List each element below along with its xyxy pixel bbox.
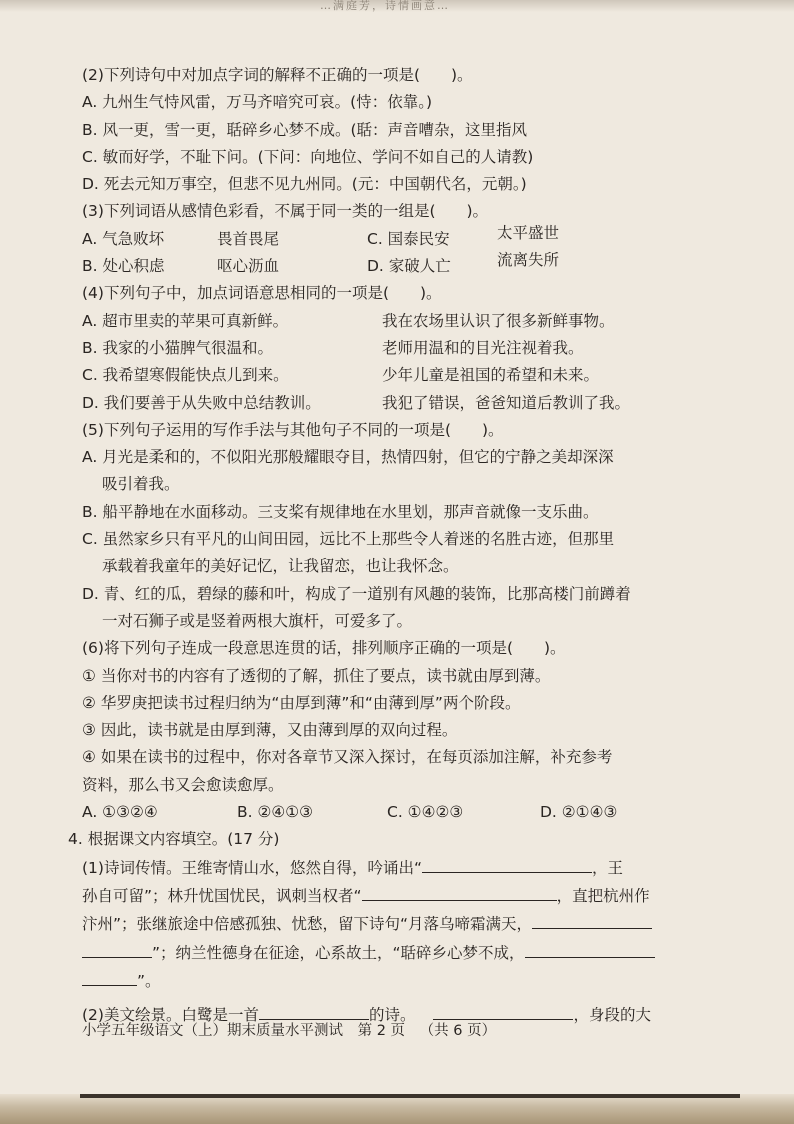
fill-in-line-2-tail: ，直把杭州作 [556, 886, 650, 905]
fill-in-part-1 [82, 854, 722, 995]
question-2 [82, 62, 722, 198]
footer-page-total: （共 6 页） [419, 1023, 497, 1039]
fill-in-line-1-text: (1)诗词传情。王维寄情山水，悠然自得，吟诵出“ [82, 858, 422, 877]
page-footer [82, 1019, 722, 1040]
question-6-choice-b: B. ②④①③ [237, 803, 314, 822]
question-4-stem: (4)下列句子中，加点词语意思相同的一项是( )。 [82, 284, 442, 303]
question-3-row-1 [82, 223, 722, 253]
question-4-row-d [82, 390, 722, 417]
question-4-row-b [82, 335, 722, 362]
question-2-option-c: C. 敏而好学，不耻下问。(下问：向地位、学问不如自己的人请教) [82, 147, 534, 166]
question-3-stem: (3)下列词语从感情色彩看，不属于同一类的一组是( )。 [82, 202, 489, 221]
question-6-sentence-2: ② 华罗庚把读书过程归纳为“由厚到薄”和“由薄到厚”两个阶段。 [82, 693, 521, 712]
question-6-choice-a: A. ①③②④ [82, 803, 158, 822]
top-edge-strip [0, 0, 794, 12]
question-5-line-1: A. 月光是柔和的，不似阳光那般耀眼夺目，热情四射，但它的宁静之美却深深 [82, 448, 614, 467]
question-2-option-d: D. 死去元知万事空，但悲不见九州同。(元：中国朝代名，元朝。) [82, 175, 527, 194]
bottom-edge-bar [0, 1094, 794, 1124]
question-6-choice-d: D. ②①④③ [540, 803, 618, 822]
fill-in-blank-5[interactable] [259, 1001, 369, 1020]
question-6-stem: (6)将下列句子连成一段意思连贯的话，排列顺序正确的一项是( )。 [82, 639, 566, 658]
question-5-stem: (5)下列句子运用的写作手法与其他句子不同的一项是( )。 [82, 420, 504, 439]
question-5-line-2: 吸引着我。 [102, 475, 180, 494]
fill-in-blank-3-cont[interactable] [82, 939, 152, 958]
footer-page-number: 第 2 页 [357, 1023, 406, 1039]
question-5-line-6: D. 青、红的瓜，碧绿的藤和叶，构成了一道别有风趣的装饰，比那高楼门前蹲着 [82, 584, 631, 603]
bottom-rule [80, 1094, 740, 1098]
question-2-option-a: A. 九州生气恃风雷，万马齐喑究可哀。(恃：依靠。) [82, 93, 433, 112]
question-3-option-a: A. 气急败坏 [82, 229, 165, 248]
question-3-option-a-word2: 畏首畏尾 [217, 229, 280, 248]
fill-in-blank-2[interactable] [362, 882, 557, 901]
fill-in-p2-text-1: (2)美文绘景。白鹭是一首 [82, 1006, 259, 1025]
question-6-choice-c: C. ①④②③ [387, 803, 464, 822]
question-3-row-2 [82, 253, 722, 280]
question-5-line-4: C. 虽然家乡只有平凡的山间田园，远比不上那些令人着迷的名胜古迹，但那里 [82, 530, 615, 549]
question-2-stem: (2)下列诗句中对加点字词的解释不正确的一项是( )。 [82, 66, 473, 84]
question-3-option-b: B. 处心积虑 [82, 257, 165, 276]
exam-content [68, 62, 722, 1029]
question-fill-in [68, 826, 722, 853]
fill-in-blank-6[interactable] [433, 1001, 573, 1020]
question-6-sentence-1: ① 当你对书的内容有了透彻的了解，抓住了要点，读书就由厚到薄。 [82, 666, 551, 685]
fill-in-blank-3[interactable] [532, 910, 652, 929]
question-5-line-5: 承载着我童年的美好记忆，让我留恋，也让我怀念。 [102, 557, 459, 576]
question-5-line-7: 一对石狮子或是竖着两根大旗杆，可爱多了。 [102, 611, 413, 630]
question-6-choices [82, 799, 722, 826]
question-6-sentence-4: ④ 如果在读书的过程中，你对各章节又深入探讨，在每页添加注解，补充参考 [82, 748, 613, 767]
question-6-sentence-3: ③ 因此，读书就是由厚到薄，又由薄到厚的双向过程。 [82, 721, 458, 740]
fill-in-line-4 [82, 939, 722, 967]
question-4-option-b-right: 老师用温和的目光注视着我。 [382, 338, 584, 357]
top-strip-text: …满庭芳，诗情画意… [320, 0, 450, 12]
question-4-option-c-right: 少年儿童是祖国的希望和未来。 [382, 366, 600, 385]
question-4-option-c-left: C. 我希望寒假能快点儿到来。 [82, 366, 289, 385]
fill-in-p2-text-2: 的诗。 [368, 1006, 416, 1025]
question-3-option-d: D. 家破人亡 [367, 257, 451, 276]
question-4-option-a-left: A. 超市里卖的苹果可真新鲜。 [82, 311, 289, 330]
question-4-option-d-left: D. 我们要善于从失败中总结教训。 [82, 393, 321, 412]
question-4-row-a [82, 308, 722, 335]
question-3-option-d-word2: 流离失所 [497, 251, 560, 270]
fill-in-blank-4[interactable] [525, 939, 655, 958]
fill-in-stem: 4. 根据课文内容填空。(17 分) [68, 830, 280, 849]
fill-in-line-1 [82, 854, 722, 882]
fill-in-blank-1[interactable] [422, 854, 592, 873]
fill-in-line-5 [82, 967, 722, 995]
question-3-option-b-word2: 呕心沥血 [217, 257, 280, 276]
question-5 [82, 417, 722, 635]
question-6 [82, 635, 722, 826]
question-5-line-3: B. 船平静地在水面移动。三支桨有规律地在水里划，那声音就像一支乐曲。 [82, 502, 599, 521]
fill-in-line-1-tail: ，王 [592, 858, 624, 877]
question-4-option-d-right: 我犯了错误，爸爸知道后教训了我。 [382, 393, 631, 412]
fill-in-line-5-text: ”。 [137, 971, 161, 990]
fill-in-line-2-text: 孙自可留”；林升忧国忧民，讽刺当权者“ [82, 886, 362, 905]
question-4-sub [82, 280, 722, 416]
fill-in-line-3 [82, 910, 722, 938]
question-4-option-a-right: 我在农场里认识了很多新鲜事物。 [382, 311, 615, 330]
question-3-option-c: C. 国泰民安 [367, 229, 450, 248]
question-3 [82, 198, 722, 280]
fill-in-blank-4-cont[interactable] [82, 967, 137, 986]
fill-in-line-4-text: ”；纳兰性德身在征途，心系故土，“聒碎乡心梦不成， [152, 943, 525, 962]
question-3-option-c-word2: 太平盛世 [497, 223, 560, 242]
question-2-option-b: B. 风一更，雪一更，聒碎乡心梦不成。(聒：声音嘈杂，这里指风 [82, 120, 528, 139]
footer-title: 小学五年级语文（上）期末质量水平测试 [82, 1023, 343, 1039]
question-4-row-c [82, 362, 722, 389]
question-6-sentence-4-cont: 资料，那么书又会愈读愈厚。 [82, 775, 284, 794]
fill-in-p2-text-3: ，身段的大 [573, 1006, 651, 1025]
fill-in-line-2 [82, 882, 722, 910]
fill-in-line-3-text: 汴州”；张继旅途中倍感孤独、忧愁，留下诗句“月落乌啼霜满天， [82, 915, 533, 934]
question-4-option-b-left: B. 我家的小猫脾气很温和。 [82, 338, 273, 357]
